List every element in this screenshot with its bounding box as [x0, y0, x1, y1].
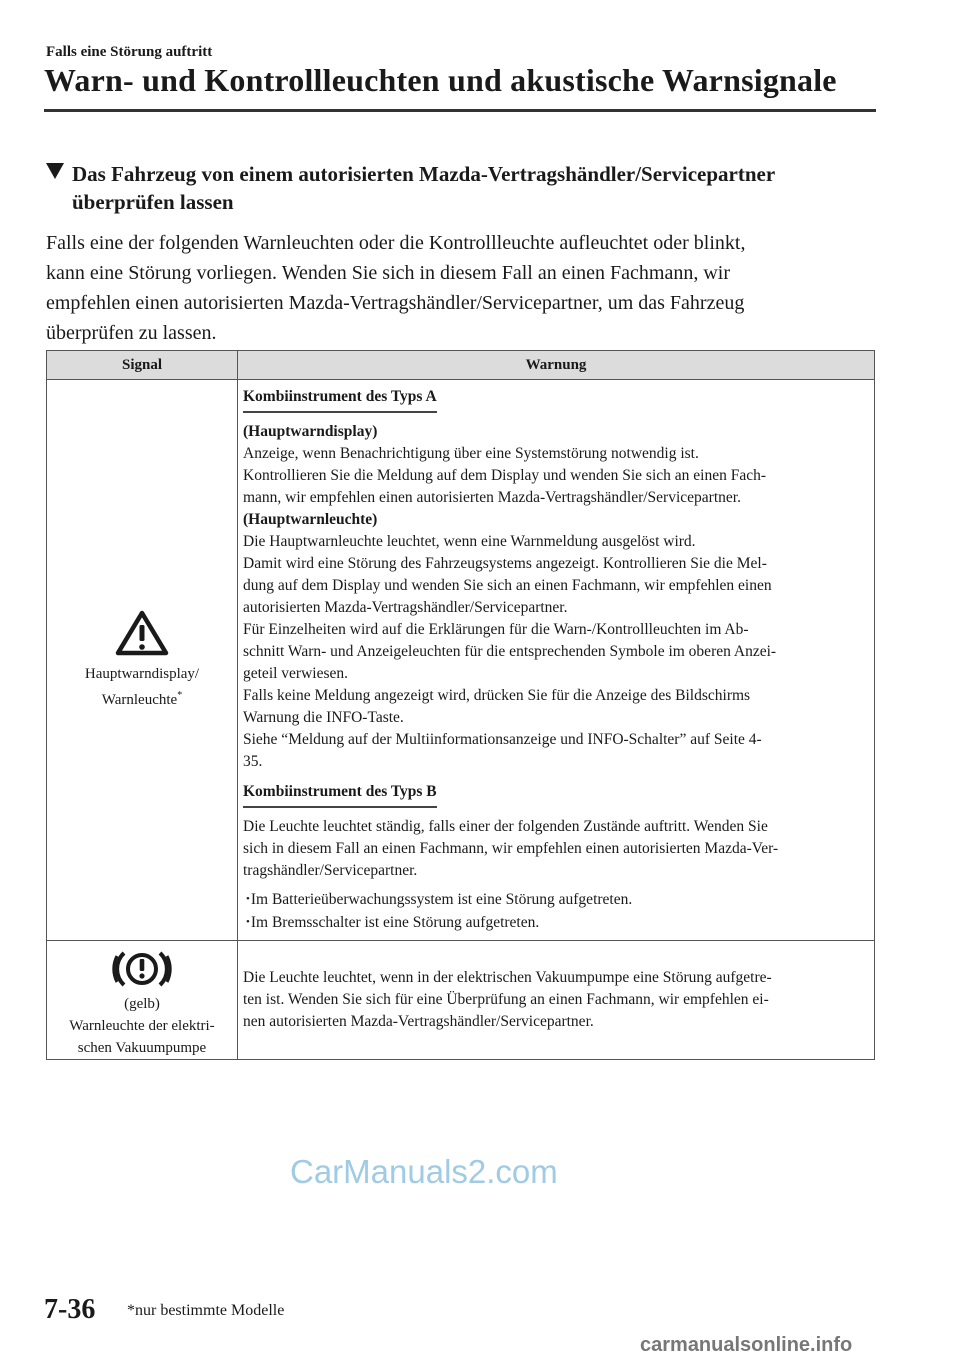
- text-line: Siehe “Meldung auf der Multiinformationsanzeige und INFO-Schalter” auf Seite 4-: [243, 731, 762, 748]
- text-line: Damit wird eine Störung des Fahrzeugsystems angezeigt. Kontrollieren Sie die Mel-: [243, 555, 767, 572]
- triangle-marker-icon: [46, 163, 64, 179]
- signal-color: (gelb): [124, 996, 160, 1012]
- signal-label: Hauptwarndisplay/: [84, 666, 200, 682]
- text-line: Die Leuchte leuchtet ständig, falls einer der folgenden Zustände auftritt. Wenden Sie: [243, 818, 768, 835]
- text-line: Kontrollieren Sie die Meldung auf dem Display und wenden Sie sich an einen Fach-: [243, 467, 766, 484]
- table-row: [47, 380, 875, 941]
- list-item-text: Im Batterieüberwachungssystem ist eine Störung aufgetreten.: [250, 891, 633, 908]
- signal-label: schen Vakuumpumpe: [77, 1040, 207, 1056]
- text-line: 35.: [243, 753, 263, 770]
- warning-cell: [238, 380, 875, 941]
- bullet-dot-icon: •: [246, 916, 250, 928]
- display-subheading: (Hauptwarndisplay): [243, 423, 378, 440]
- subheading-type-b: Kombiinstrument des Typs B: [243, 781, 437, 808]
- text-line: tragshändler/Servicepartner.: [243, 862, 418, 879]
- text-line: Falls keine Meldung angezeigt wird, drücken Sie für die Anzeige des Bildschirms: [243, 687, 751, 704]
- list-item: [243, 911, 868, 934]
- text-line: autorisierten Mazda-Vertragshändler/Servicepartner.: [243, 599, 568, 616]
- text-line: mann, wir empfehlen einen autorisierten Mazda-Vertragshändler/Servicepartner.: [243, 489, 741, 506]
- text-line: Anzeige, wenn Benachrichtigung über eine Systemstörung notwendig ist.: [243, 445, 699, 462]
- text-line: ten ist. Wenden Sie sich für eine Überprüfung an einen Fachmann, wir empfehlen ei-: [243, 991, 769, 1008]
- footnote: *nur bestimmte Modelle: [127, 1302, 285, 1319]
- intro-line: empfehlen einen autorisierten Mazda-Vertragshändler/Servicepartner, um das Fahrzeug: [46, 292, 745, 314]
- footnote-asterisk: *: [177, 690, 183, 701]
- page-title: Warn- und Kontrollleuchten und akustische Warnsignale: [44, 62, 837, 98]
- text-line: nen autorisierten Mazda-Vertragshändler/Servicepartner.: [243, 1013, 594, 1030]
- signal-label-text: Warnleuchte: [101, 692, 178, 708]
- column-header-warning: Warnung: [238, 351, 875, 380]
- list-item-text: Im Bremsschalter ist eine Störung aufgetreten.: [250, 914, 540, 931]
- table-header-row: [47, 351, 875, 380]
- type-b-block: [243, 816, 868, 882]
- text-line: Die Leuchte leuchtet, wenn in der elektrischen Vakuumpumpe eine Störung aufgetre-: [243, 969, 772, 986]
- text-line: Für Einzelheiten wird auf die Erklärungen für die Warn-/Kontrollleuchten im Ab-: [243, 621, 749, 638]
- intro-line: kann eine Störung vorliegen. Wenden Sie sich in diesem Fall an einen Fachmann, wir: [46, 262, 730, 284]
- subheading-type-a: Kombiinstrument des Typs A: [243, 386, 437, 413]
- warning-table: [46, 350, 875, 1060]
- bullet-dot-icon: •: [246, 893, 250, 905]
- intro-paragraph: [46, 228, 876, 348]
- bullet-list: [243, 888, 868, 934]
- watermark-logo: CarManuals2.com: [290, 1153, 558, 1190]
- text-line: dung auf dem Display und wenden Sie sich an einen Fachmann, wir empfehlen einen: [243, 577, 772, 594]
- table-row: [47, 941, 875, 1060]
- site-watermark: carmanualsonline.info: [640, 1334, 853, 1356]
- display-block: [243, 421, 868, 773]
- intro-line: Falls eine der folgenden Warnleuchten oder die Kontrollleuchte aufleuchtet oder blinkt,: [46, 232, 746, 254]
- signal-label: [47, 685, 237, 711]
- chapter-label: Falls eine Störung auftritt: [46, 44, 213, 60]
- signal-cell: [47, 941, 238, 1060]
- vacuum-pump-warning-icon: [112, 947, 172, 991]
- section-heading-line1: Das Fahrzeug von einem autorisierten Mazda-Vertragshändler/Servicepartner: [72, 162, 776, 186]
- text-line: sich in diesem Fall an einen Fachmann, wir empfehlen einen autorisierten Mazda-Ver-: [243, 840, 779, 857]
- text-line: geteil verwiesen.: [243, 665, 349, 682]
- warning-triangle-icon: [114, 609, 170, 657]
- text-line: Die Hauptwarnleuchte leuchtet, wenn eine Warnmeldung ausgelöst wird.: [243, 533, 696, 550]
- text-line: schnitt Warn- und Anzeigeleuchten für die entsprechenden Symbole im oberen Anzei-: [243, 643, 777, 660]
- page-number: 7-36: [44, 1294, 96, 1325]
- list-item: [243, 888, 868, 911]
- column-header-signal: Signal: [47, 351, 238, 380]
- section-heading: [46, 160, 876, 216]
- intro-line: überprüfen zu lassen.: [46, 322, 217, 344]
- section-heading-line2: überprüfen lassen: [72, 190, 234, 214]
- signal-cell: [47, 380, 238, 941]
- warning-cell: [238, 941, 875, 1060]
- text-line: Warnung die INFO-Taste.: [243, 709, 404, 726]
- header-divider: [44, 109, 876, 112]
- signal-label: Warnleuchte der elektri-: [69, 1018, 215, 1034]
- light-subheading: (Hauptwarnleuchte): [243, 511, 378, 528]
